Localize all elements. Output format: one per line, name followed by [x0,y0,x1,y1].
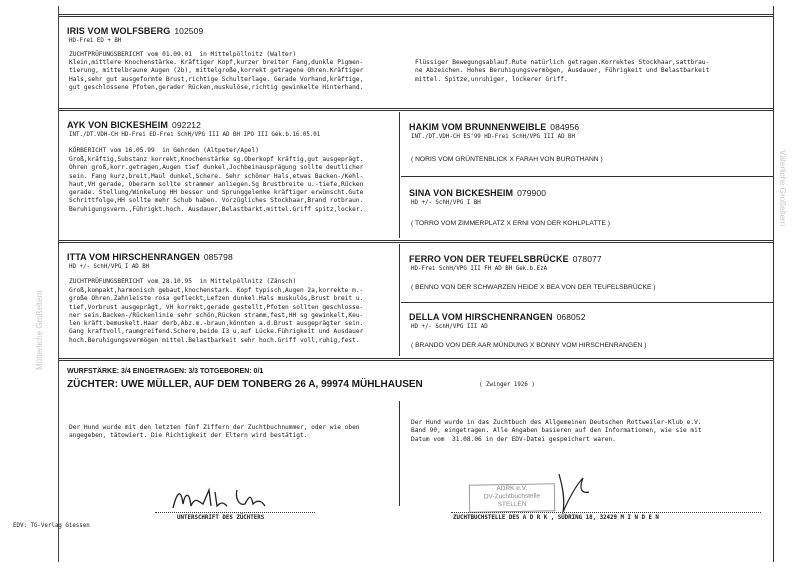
official-signature [549,468,599,516]
separator-1 [59,108,773,111]
dog-titles-ayk: INT./DT.VDH-CH HD-Frei ED-Frei SchH/VPG III AD BH IPO III Gek.b.16.05.01 [69,132,321,138]
dog-name-iris: IRIS VOM WOLFSBERG 102509 [67,26,204,36]
dog-bericht-iris: ZUCHTPRÜFUNGSBERICHT vom 01.09.01 in Mittelpöllnitz (Walter) [69,51,297,58]
dog-titles-iris: HD-Frei ED + BH [69,38,122,44]
wurf-line: WURFSTÄRKE: 3/4 EINGETRAGEN: 3/3 TOTGEBOREN: 0/1 [67,368,264,375]
breeder-signature [169,484,279,514]
dog-lineage-hakim: ( NORIS VOM GRÜNTENBLICK X FARAH VON BURGTHANN ) [411,156,603,163]
signature-line [155,512,315,513]
separator-2 [59,240,773,243]
dog-titles-sina: HD +/- SchH/VPG I BH [411,200,481,206]
note-right: Der Hund wurde in das Zuchtbuch des Allgemeinen Deutschen Rottweiler-Klub e.V. Band 90, eingetragen. Alle Angaben basieren auf den Informationen, wie sie mit Datum vom 31.08.06 in der EDV-Datei gespeichert waren. [411,419,702,443]
dog-titles-della: HD +/- SchH/VPG III AD [411,324,488,330]
dog-titles-hakim: INT./DT.VDH-CH ES'99 HD-Frei SchH/VPG III AD BH [411,134,576,140]
column-divider-2 [399,244,400,356]
signature-label: UNTERSCHRIFT DES ZÜCHTERS [177,515,265,521]
zwinger-number: ( Zwinger 1926 ) [479,382,535,388]
row-divider-ferro [401,302,773,303]
dog-name-ferro: FERRO VON DER TEUFELSBRÜCKE 078077 [409,254,602,264]
dog-bericht-ayk: KÖRBERICHT vom 16.05.99 in Gehrden (Altpeter/Apel) [69,147,259,154]
dog-name-sina: SINA VON BICKESHEIM 079900 [409,188,547,198]
adrk-stamp: ADRK e.V. DV-Zuchtbuchstelle STELLEN [469,483,555,512]
dog-lineage-ferro: ( BENNO VON DER SCHWARZEN HEIDE X BEA VON DER TEUFELSBRÜCKE ) [411,284,656,291]
dog-report-itta: Groß,kompakt,harmonisch gebaut,knochenstark. Kopf typisch,Augen 2a,korrekte m.- große Ohren.Zahnleiste rosa gefleckt,Lefzen dunkel.Hals muskulös,Brust breit u. tief,Vorbrust ausgeprägt, VH korrekt,gerade gestellt,Pfoten sollten geschlosse- ner sein.Backen-/Rückenlinie sehr schön,Rücken stramm,fest,HH sg gewinkelt,Keu- len kräft.bemuskelt.Haar derb,Abz.m.-braun,könnten a.d.Brust ausgeprägter sein. Gang kraftvoll,raumgreifend.Schere,beide I3 u.auf Lücke.Führigkeit und Ausdauer hoch.Beruhigungsvermögen mittel.Belastbarkeit sehr hoch.Griff voll,ruhig,fest. [69,287,364,344]
edv-note: EDV: TG-Verlag Giessen [13,523,90,529]
dog-report-iris-right: Flüssiger Bewegungsablauf.Rute natürlich getragen.Korrektes Stockhaar,sattbrau- ne Abzeichen. Hohes Beruhigungsvermögen, Ausdauer, Führigkeit und Belastbarkeit mittel. Spitze,unruhiger, lockerer Griff. [415,59,710,83]
zuchtbuchstelle-address: ZUCHTBUCHSTELLE DES A D R K , SÜDRING 18, 32429 M I N D E N [453,515,659,521]
margin-label-left: Mütterliche Großeltern [35,290,44,370]
column-divider-1 [399,112,400,238]
dog-name-hakim: HAKIM VOM BRUNNENWEIBLE 084956 [409,122,580,132]
dog-report-ayk: Groß,kräftig,Substanz korrekt,Knochenstärke sg.Oberkopf kräftig,gut ausgeprägt. Ohren groß,korr.getragen,Augen tief dunkel,Jochbeinausprägung sollte deutlicher sein. Fang kurz,breit,Maul dunkel,Schere. Sehr schöner Hals,etwas Backen-/Kehl- haut,VH gerade, Oberarm sollte strammer anliegen.Sg Brustbreite u.-tiefe,Rücken gerade. Stellung/Winkelung HH besser und Sprunggelenke kräftiger erwünscht.Gute Schrittfolge,HH sollte mehr Schub haben. Vorzügliches Stockhaar,Brand rotbraun. Beruhigungsverm.,Führigkt.hoch. Ausdauer,Belastbarkt.mittel.Griff spitz,locker. [69,156,364,213]
dog-report-iris-left: Klein,mittlere Knochenstärke. Kräftiger Kopf,kurzer breiter Fang,dunkle Pigmen- tierung, mittelbraune Augen (2b), mittelgroße,korrekt getragene Ohren.Kräftiger Hals,sehr gut ausgeformte Brust,richtige Schulterlage. Gerade Vorhand,kräftige, gut geschlossene Pfoten,gerader Rücken,muskulöse,richtig gewinkelte Hinterhand. [69,59,364,91]
margin-label-right: Väterliche Großeltern [778,150,787,227]
dog-lineage-della: ( BRANDO VON DER AAR MÜNDUNG X BONNY VOM HIRSCHENRANGEN ) [411,342,647,349]
zuechter-line: ZÜCHTER: UWE MÜLLER, AUF DEM TONBERG 26 A, 99974 MÜHLHAUSEN [67,379,423,390]
dog-lineage-sina: ( TORRO VOM ZIMMERPLATZ X ERNI VON DER KOHLPLATTE ) [411,220,611,227]
separator-3 [59,358,773,361]
top-separator [59,14,773,17]
zbs-line [451,512,761,513]
dog-bericht-itta: ZUCHTPRÜFUNGSBERICHT vom 28.10.95 in Mittelpöllnitz (Zänsch) [69,278,297,285]
column-divider-3 [399,401,400,506]
dog-name-itta: ITTA VOM HIRSCHENRANGEN 085798 [67,252,233,262]
dog-name-ayk: AYK VON BICKESHEIM 092212 [67,120,201,130]
dog-name-della: DELLA VOM HIRSCHENRANGEN 068052 [409,312,586,322]
row-divider-hakim [401,176,773,177]
dog-titles-ferro: HD-Frei SchH/VPG III FH AD BH Gek.b.EzA [411,266,548,272]
dog-titles-itta: HD +/- SchH/VPG I AD BH [69,264,150,270]
note-left: Der Hund wurde mit den letzten fünf Ziffern der Zuchtbuchnummer, oder wie oben angegeben, tätowiert. Die Richtigkeit der Eltern wird bestätigt. [69,424,360,440]
